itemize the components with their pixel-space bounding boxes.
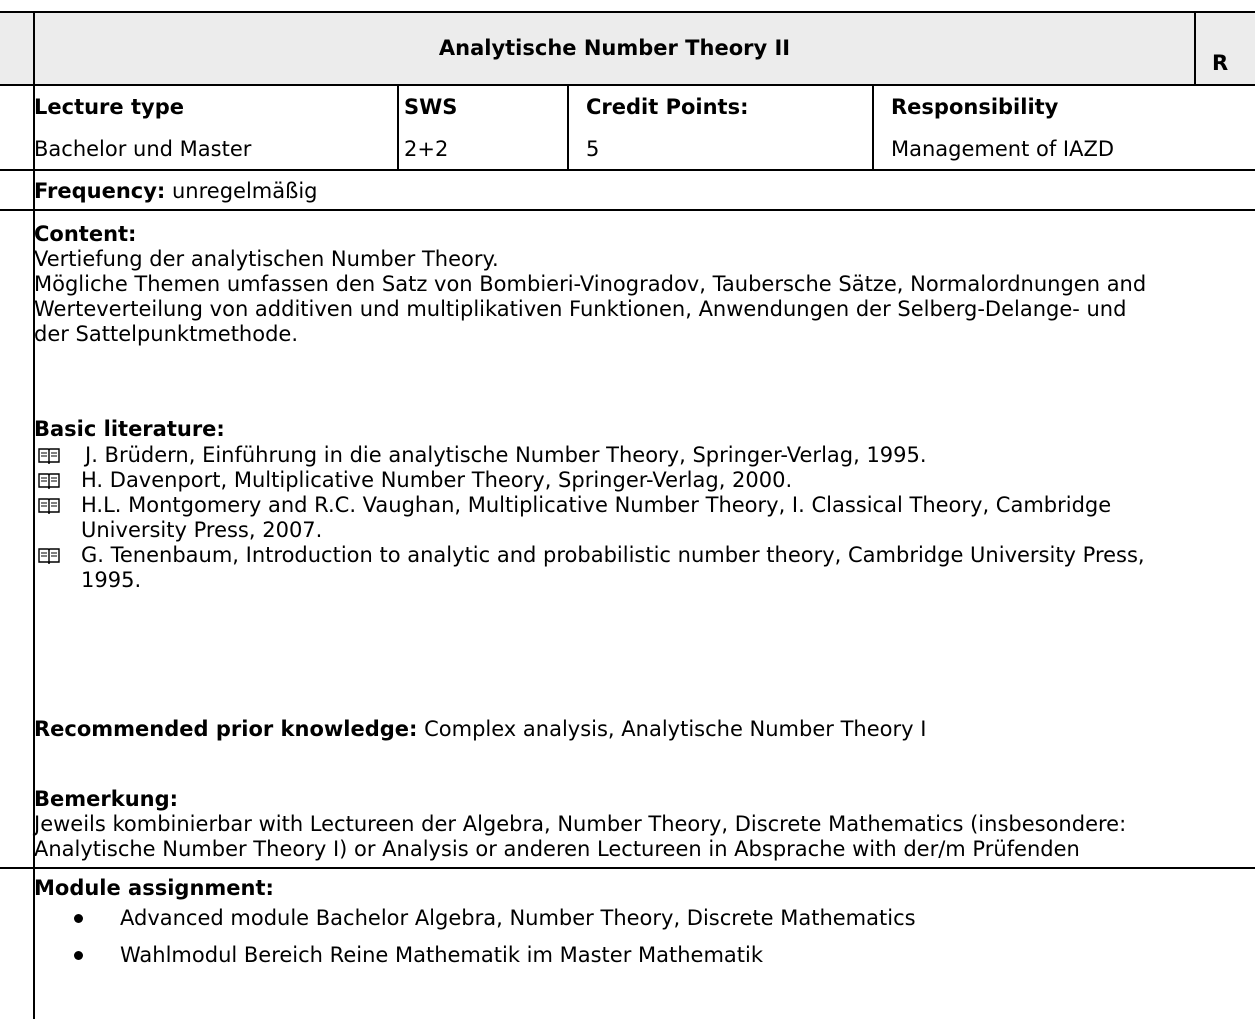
credit-points-value: 5 <box>586 137 600 161</box>
literature-line: University Press, 2007. <box>81 518 323 542</box>
module-assignment-list <box>34 900 916 974</box>
sws-value: 2+2 <box>404 137 449 161</box>
literature-item <box>34 543 1249 593</box>
content-line: Vertiefung der analytischen Number Theory. <box>34 247 499 271</box>
module-assignment-item: Advanced module Bachelor Algebra, Number Theory, Discrete Mathematics <box>120 906 916 930</box>
content-line: Werteverteilung von additiven und multiplikativen Funktionen, Anwendungen der Selberg-Delange- und <box>34 297 1127 321</box>
literature-line: H. Davenport, Multiplicative Number Theory, Springer-Verlag, 2000. <box>81 468 793 492</box>
content-line: der Sattelpunktmethode. <box>34 322 299 346</box>
prior-knowledge-row <box>34 717 926 742</box>
frequency-row <box>34 179 318 204</box>
module-assignment-heading: Module assignment: <box>34 876 274 900</box>
sws-label: SWS <box>404 95 458 119</box>
prior-knowledge-label: Recommended prior knowledge: <box>34 717 418 741</box>
literature-line: H.L. Montgomery and R.C. Vaughan, Multiplicative Number Theory, I. Classical Theory, Cambridge <box>81 493 1112 517</box>
lecture-type-label: Lecture type <box>34 95 184 119</box>
literature-item <box>34 443 1249 468</box>
literature-item <box>34 493 1249 543</box>
remark-heading: Bemerkung: <box>34 787 179 811</box>
literature-heading: Basic literature: <box>34 417 225 441</box>
frequency-value: unregelmäßig <box>165 179 318 203</box>
bullet-icon <box>74 951 83 960</box>
literature-line: J. Brüdern, Einführung in die analytische Number Theory, Springer-Verlag, 1995. <box>85 443 927 467</box>
book-icon <box>38 547 60 565</box>
literature-item <box>34 468 1249 493</box>
content-heading: Content: <box>34 222 137 246</box>
literature-line: G. Tenenbaum, Introduction to analytic and probabilistic number theory, Cambridge University Press, <box>81 543 1145 567</box>
responsibility-value: Management of IAZD <box>891 137 1115 161</box>
content-line: Mögliche Themen umfassen den Satz von Bombieri-Vinogradov, Taubersche Sätze, Normalordnungen and <box>34 272 1147 296</box>
credit-points-label: Credit Points: <box>586 95 749 119</box>
module-title: Analytische Number Theory II <box>438 36 791 60</box>
remark-line: Jeweils kombinierbar with Lectureen der Algebra, Number Theory, Discrete Mathematics (insbesondere: <box>34 812 1127 836</box>
book-icon <box>38 447 60 465</box>
book-icon <box>38 472 60 490</box>
literature-list <box>34 443 1249 593</box>
prior-knowledge-value: Complex analysis, Analytische Number Theory I <box>417 717 927 741</box>
lecture-type-value: Bachelor und Master <box>34 137 252 161</box>
book-icon <box>38 497 60 515</box>
module-assignment-item: Wahlmodul Bereich Reine Mathematik im Master Mathematik <box>120 943 764 967</box>
list-item <box>34 900 916 937</box>
literature-line: 1995. <box>81 568 142 592</box>
list-item <box>34 937 916 974</box>
responsibility-label: Responsibility <box>891 95 1059 119</box>
content-section <box>34 222 1146 347</box>
frequency-label: Frequency: <box>34 179 166 203</box>
remark-line: Analytische Number Theory I) or Analysis or anderen Lectureen in Absprache with der/m Prüfenden <box>34 837 1080 861</box>
remark-section <box>34 787 1126 862</box>
bullet-icon <box>74 914 83 923</box>
module-tag: R <box>1212 51 1229 75</box>
